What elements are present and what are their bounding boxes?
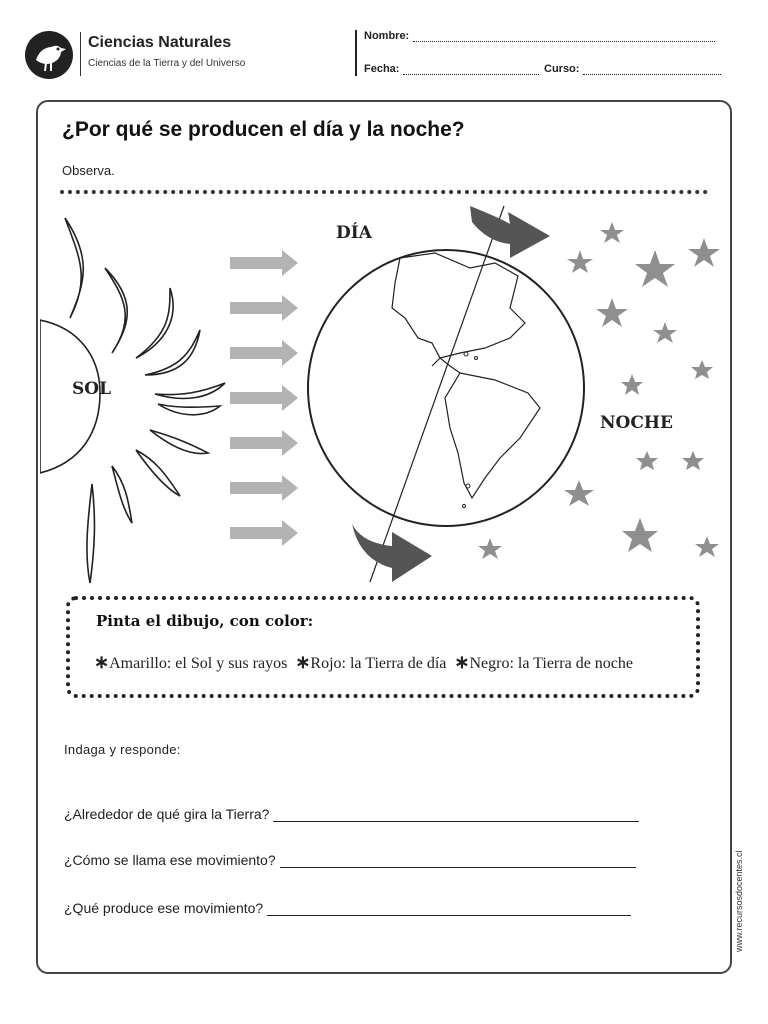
question-1-text: ¿Alrededor de qué gira la Tierra?: [64, 806, 270, 822]
question-2-text: ¿Cómo se llama ese movimiento?: [64, 852, 276, 868]
legend-item-earth-day: ∗Rojo: la Tierra de día: [295, 652, 447, 672]
dotted-divider: [60, 190, 708, 194]
date-label: Fecha:: [364, 63, 400, 75]
asterisk-icon: ∗: [94, 652, 110, 672]
sun-label: SOL: [72, 379, 112, 399]
day-night-illustration: [40, 198, 730, 586]
night-label: NOCHE: [600, 413, 673, 433]
star-icon: [635, 250, 675, 287]
unit-subtitle: Ciencias de la Tierra y del Universo: [88, 58, 246, 69]
star-icon: [596, 298, 628, 327]
answer-3-line[interactable]: [267, 901, 631, 916]
name-blank[interactable]: [413, 31, 715, 42]
name-field[interactable]: [364, 30, 715, 42]
star-icon: [478, 538, 502, 559]
date-blank[interactable]: [403, 64, 539, 75]
star-icon: [691, 360, 713, 379]
asterisk-icon: ∗: [454, 652, 470, 672]
light-ray-arrow-icon: [230, 340, 298, 366]
star-icon: [567, 250, 593, 273]
star-icon: [682, 451, 704, 470]
star-icon: [564, 480, 594, 506]
bird-logo-icon: [24, 30, 74, 80]
legend-item-earth-night: ∗Negro: la Tierra de noche: [454, 652, 633, 672]
question-1: [64, 806, 639, 822]
instruction-text: Observa.: [62, 163, 115, 178]
asterisk-icon: ∗: [295, 652, 311, 672]
question-3-text: ¿Qué produce ese movimiento?: [64, 900, 264, 916]
form-divider: [355, 30, 357, 76]
light-ray-arrow-icon: [230, 475, 298, 501]
answer-1-line[interactable]: [273, 807, 639, 822]
question-2: [64, 852, 636, 868]
light-ray-arrow-icon: [230, 295, 298, 321]
course-field[interactable]: [544, 63, 721, 75]
rotation-arrow-icon: [352, 524, 432, 582]
light-ray-arrow-icon: [230, 250, 298, 276]
rotation-arrow-icon: [470, 206, 550, 258]
course-label: Curso:: [544, 63, 580, 75]
light-ray-arrow-icon: [230, 385, 298, 411]
subject-title: Ciencias Naturales: [88, 34, 232, 51]
date-field[interactable]: [364, 63, 539, 75]
star-icon: [600, 222, 624, 243]
website-watermark: www.recursosdocentes.cl: [734, 850, 744, 952]
star-icon: [695, 536, 719, 557]
star-icon: [622, 518, 658, 552]
star-icon: [653, 322, 677, 343]
light-ray-arrow-icon: [230, 430, 298, 456]
answer-2-line[interactable]: [280, 853, 636, 868]
activity-title: ¿Por qué se producen el día y la noche?: [62, 118, 465, 141]
star-icon: [621, 374, 643, 395]
header-divider: [80, 32, 81, 76]
question-3: [64, 900, 631, 916]
sun-icon: [40, 218, 225, 583]
day-label: DÍA: [336, 223, 372, 243]
earth-globe-icon: [308, 206, 584, 582]
questions-section-label: Indaga y responde:: [64, 742, 181, 757]
star-icon: [688, 238, 720, 267]
light-rays: [230, 250, 298, 546]
star-icon: [636, 451, 658, 470]
light-ray-arrow-icon: [230, 520, 298, 546]
legend-item-sun: ∗Amarillo: el Sol y sus rayos: [94, 652, 288, 672]
name-label: Nombre:: [364, 30, 410, 42]
paint-title: Pinta el dibujo, con color:: [96, 612, 314, 630]
color-legend: [94, 652, 633, 673]
course-blank[interactable]: [583, 64, 721, 75]
